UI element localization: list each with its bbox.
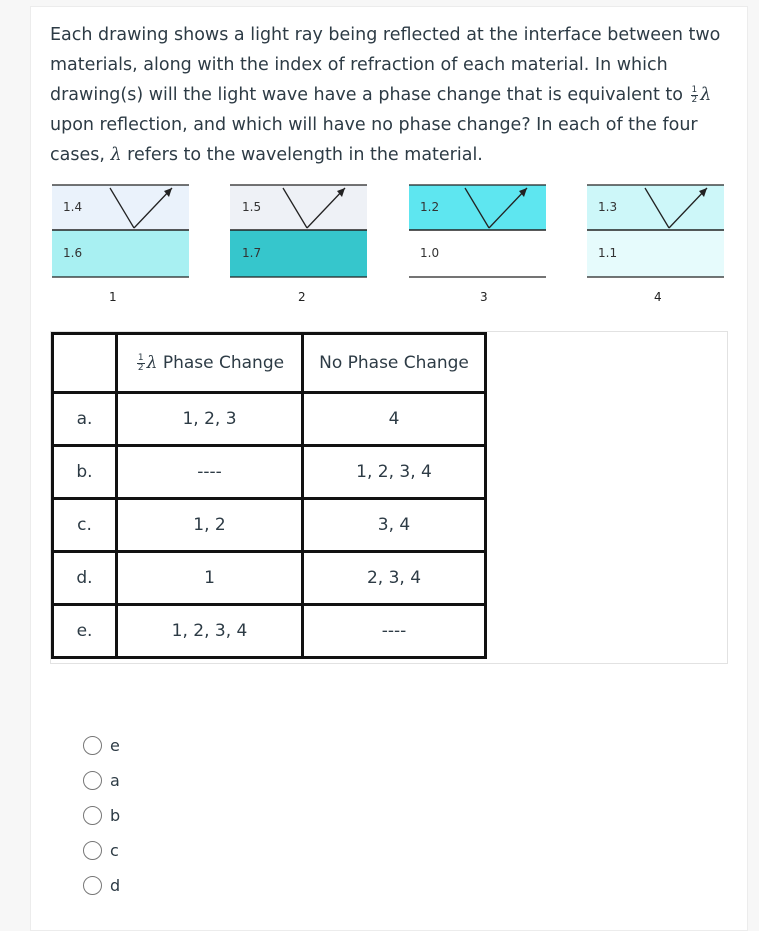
half-fraction: $\frac{1}{2}$ — [137, 352, 144, 373]
row-phase: 1, 2, 3, 4 — [117, 605, 303, 658]
row-phase: ---- — [117, 446, 303, 499]
row-no-phase: 4 — [303, 393, 486, 446]
answer-option-b[interactable] — [83, 798, 120, 833]
half-fraction: $\frac{1}{2}$ — [691, 84, 698, 105]
row-label: c. — [53, 499, 117, 552]
answer-option-e[interactable] — [83, 728, 120, 763]
upper-index-label: 1.2 — [420, 200, 440, 214]
table-row — [53, 499, 486, 552]
question-text — [50, 20, 730, 170]
row-no-phase: 1, 2, 3, 4 — [303, 446, 486, 499]
reflection-drawing — [409, 185, 546, 277]
row-label: d. — [53, 552, 117, 605]
answer-label: b — [110, 806, 121, 825]
diagram-case-2 — [230, 185, 367, 277]
options-table — [51, 332, 487, 659]
row-phase: 1 — [117, 552, 303, 605]
table-row — [53, 446, 486, 499]
answer-label: a — [110, 771, 120, 790]
row-no-phase: 3, 4 — [303, 499, 486, 552]
radio-button[interactable] — [83, 806, 102, 825]
answer-option-c[interactable] — [83, 833, 120, 868]
answer-label: e — [110, 736, 120, 755]
case-number: 2 — [298, 290, 306, 304]
row-no-phase: 2, 3, 4 — [303, 552, 486, 605]
table-row — [53, 605, 486, 658]
radio-button[interactable] — [83, 771, 102, 790]
options-table-container — [50, 331, 728, 664]
answer-label: c — [110, 841, 119, 860]
row-no-phase: ---- — [303, 605, 486, 658]
lambda-symbol: λ — [700, 85, 712, 105]
case-number: 4 — [654, 290, 662, 304]
upper-index-label: 1.5 — [242, 200, 262, 214]
reflection-drawing — [230, 185, 367, 277]
radio-button[interactable] — [83, 736, 102, 755]
lower-index-label: 1.1 — [598, 246, 618, 260]
radio-button[interactable] — [83, 876, 102, 895]
upper-index-label: 1.3 — [598, 200, 618, 214]
diagram-case-1 — [52, 185, 189, 277]
table-row — [53, 552, 486, 605]
header-no-phase-change: No Phase Change — [303, 334, 486, 393]
table-row — [53, 393, 486, 446]
row-label: b. — [53, 446, 117, 499]
answer-choices — [83, 728, 120, 903]
lower-index-label: 1.6 — [63, 246, 83, 260]
header-phase-change: $\frac{1}{2}$ λ Phase Change — [117, 334, 303, 393]
question-part2: upon reflection, and which will have no phase change? In each of the four cases, — [50, 115, 698, 165]
row-label: e. — [53, 605, 117, 658]
question-part1: Each drawing shows a light ray being reflected at the interface between two materials, along with the index of refraction of each material. In which drawing(s) will the light wave have a phase change that is equivalent to — [50, 25, 721, 105]
answer-option-a[interactable] — [83, 763, 120, 798]
lower-index-label: 1.0 — [420, 246, 440, 260]
reflection-drawing — [52, 185, 189, 277]
question-part3: refers to the wavelength in the material. — [127, 145, 483, 165]
answer-label: d — [110, 876, 121, 895]
case-number: 1 — [109, 290, 117, 304]
header-empty-cell — [53, 334, 117, 393]
case-number: 3 — [480, 290, 488, 304]
radio-button[interactable] — [83, 841, 102, 860]
table-header-row — [53, 334, 486, 393]
upper-index-label: 1.4 — [63, 200, 83, 214]
lower-index-label: 1.7 — [242, 246, 262, 260]
reflection-drawing — [587, 185, 724, 277]
row-phase: 1, 2, 3 — [117, 393, 303, 446]
lambda-symbol: λ — [110, 145, 122, 165]
row-label: a. — [53, 393, 117, 446]
diagram-case-3 — [409, 185, 546, 277]
answer-option-d[interactable] — [83, 868, 120, 903]
row-phase: 1, 2 — [117, 499, 303, 552]
diagram-case-4 — [587, 185, 724, 277]
